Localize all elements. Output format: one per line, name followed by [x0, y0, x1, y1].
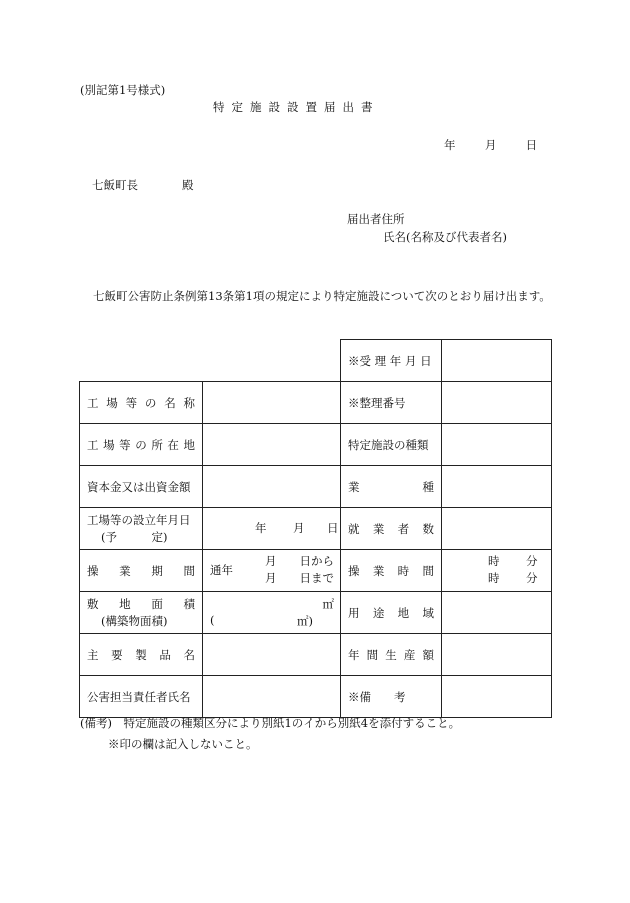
operation-period-label: 操業期間 — [80, 550, 203, 592]
establish-date-field[interactable] — [203, 508, 341, 550]
reference-number-label: ※整理番号 — [341, 382, 442, 424]
pollution-manager-field[interactable] — [203, 676, 341, 718]
note-1: (備考) 特定施設の種類区分により別紙1のイから別紙4を添付すること。 — [80, 716, 461, 730]
industry-field[interactable] — [442, 466, 552, 508]
table-row — [80, 550, 552, 592]
structure-area-unit: ㎡) — [297, 614, 313, 628]
application-form-table — [79, 339, 552, 718]
annual-production-field[interactable] — [442, 634, 552, 676]
document-title: 特定施設設置届出書 — [213, 100, 380, 114]
body-text: 七飯町公害防止条例第13条第1項の規定により特定施設について次のとおり届け出ます。 — [93, 289, 551, 303]
note-2: ※印の欄は記入しないこと。 — [108, 737, 258, 751]
table-row — [80, 382, 552, 424]
establish-date-label-line1: 工場等の設立年月日 — [87, 512, 191, 527]
establish-date-label — [80, 508, 203, 550]
structure-area-paren-open: ( — [210, 613, 215, 627]
reference-number-field[interactable] — [442, 382, 552, 424]
annual-production-label: 年間生産額 — [341, 634, 442, 676]
factory-location-field[interactable] — [203, 424, 341, 466]
main-products-field[interactable] — [203, 634, 341, 676]
date-month-label: 月 — [484, 138, 497, 152]
facility-type-field[interactable] — [442, 424, 552, 466]
applicant-address-label: 届出者住所 — [347, 212, 405, 226]
land-use-zone-field[interactable] — [442, 592, 552, 634]
table-row — [80, 676, 552, 718]
table-row — [80, 634, 552, 676]
remarks-field[interactable] — [442, 676, 552, 718]
received-date-field[interactable] — [442, 340, 552, 382]
start-hour-label: 時 — [488, 554, 500, 568]
capital-label: 資本金又は出資金額 — [80, 466, 203, 508]
addressee-name: 七飯町長 — [92, 178, 138, 192]
factory-location-label: 工場等の所在地 — [80, 424, 203, 466]
site-area-unit: ㎡ — [322, 597, 334, 611]
applicant-name-label: 氏名(名称及び代表者名) — [383, 230, 507, 244]
received-date-label: ※受 理 年 月 日 — [341, 340, 442, 382]
site-area-label — [80, 592, 203, 634]
start-minute-label: 分 — [526, 554, 538, 568]
tsunen-label: 通年 — [210, 563, 233, 577]
table-row — [80, 340, 552, 382]
form-number: (別記第1号様式) — [80, 83, 166, 97]
factory-name-field[interactable] — [203, 382, 341, 424]
end-minute-label: 分 — [526, 571, 538, 585]
date-year-label: 年 — [444, 138, 456, 152]
end-hour-label: 時 — [488, 571, 500, 585]
establish-date-label-line2: (予 定) — [101, 529, 168, 544]
operation-hours-label: 操業時間 — [341, 550, 442, 592]
remarks-label: ※備 考 — [341, 676, 442, 718]
facility-type-label: 特定施設の種類 — [341, 424, 442, 466]
industry-label: 業種 — [341, 466, 442, 508]
honorific: 殿 — [182, 178, 194, 192]
table-row — [80, 466, 552, 508]
table-row — [80, 508, 552, 550]
land-use-zone-label: 用途地域 — [341, 592, 442, 634]
operation-hours-field[interactable] — [442, 550, 552, 592]
date-day-label: 日 — [525, 138, 538, 152]
period-to-label: 月 日まで — [265, 571, 334, 585]
operation-period-field[interactable] — [203, 550, 341, 592]
site-area-field[interactable] — [203, 592, 341, 634]
employees-field[interactable] — [442, 508, 552, 550]
period-from-label: 月 日から — [265, 554, 334, 568]
establish-month-label: 月 — [293, 521, 305, 535]
date-line — [444, 137, 537, 153]
capital-field[interactable] — [203, 466, 341, 508]
main-products-label: 主要製品名 — [80, 634, 203, 676]
establish-year-label: 年 — [255, 521, 267, 535]
table-row — [80, 424, 552, 466]
site-area-label-line1: 敷地面積 — [87, 596, 195, 611]
establish-day-label: 日 — [327, 521, 339, 535]
employees-label: 就業者数 — [341, 508, 442, 550]
table-row — [80, 592, 552, 634]
factory-name-label: 工場等の名称 — [80, 382, 203, 424]
site-area-label-line2: (構築物面積) — [101, 613, 168, 628]
addressee — [92, 177, 194, 193]
pollution-manager-label: 公害担当責任者氏名 — [80, 676, 203, 718]
blank-cell — [80, 340, 341, 382]
